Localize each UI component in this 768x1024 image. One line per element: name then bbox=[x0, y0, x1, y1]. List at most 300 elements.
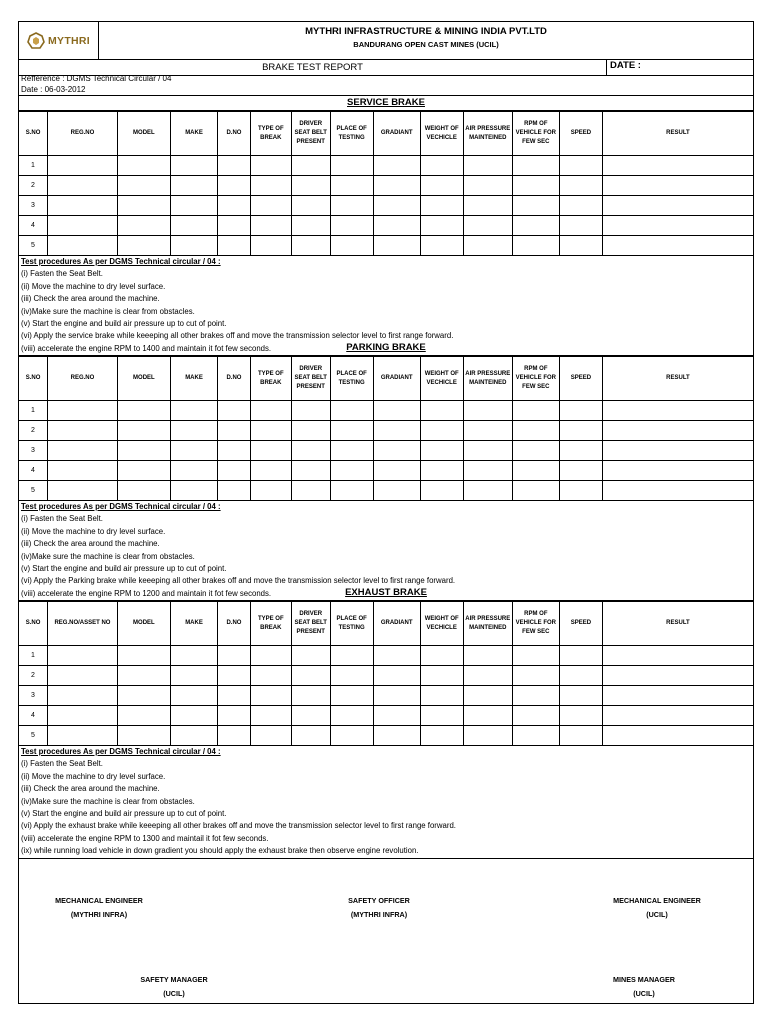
row-number: 1 bbox=[19, 646, 48, 666]
column-header: MAKE bbox=[170, 602, 217, 646]
column-header: TYPE OF BREAK bbox=[250, 112, 291, 156]
procedure-step: (vi) Apply the exhaust brake while keeeping all other brakes off and move the transmission selector level to first range forward. bbox=[21, 821, 456, 831]
entry-cell[interactable] bbox=[330, 236, 373, 256]
signature-role: MECHANICAL ENGINEER bbox=[55, 896, 143, 905]
entry-cell[interactable] bbox=[373, 481, 420, 501]
entry-cell[interactable] bbox=[48, 176, 118, 196]
signature-org: (UCIL) bbox=[633, 989, 655, 998]
signature-mines-manager bbox=[584, 973, 704, 1001]
row-number: 3 bbox=[19, 441, 48, 461]
entry-cell[interactable] bbox=[330, 726, 373, 746]
column-header: S.NO bbox=[19, 602, 48, 646]
entry-cell[interactable] bbox=[602, 441, 753, 461]
entry-cell[interactable] bbox=[170, 481, 217, 501]
entry-cell[interactable] bbox=[420, 156, 463, 176]
service-brake-section bbox=[19, 95, 753, 356]
entry-cell[interactable] bbox=[170, 666, 217, 686]
row-number: 1 bbox=[19, 401, 48, 421]
column-header: D.NO bbox=[218, 112, 251, 156]
procedure-step: (viii) accelerate the engine RPM to 1300 and maintail it fot few seconds. bbox=[21, 833, 269, 843]
entry-cell[interactable] bbox=[250, 666, 291, 686]
table-row bbox=[19, 216, 753, 236]
entry-cell[interactable] bbox=[250, 216, 291, 236]
entry-cell[interactable] bbox=[291, 216, 330, 236]
signature-role: MINES MANAGER bbox=[613, 975, 675, 984]
entry-cell[interactable] bbox=[48, 461, 118, 481]
entry-cell[interactable] bbox=[170, 421, 217, 441]
entry-cell[interactable] bbox=[463, 156, 512, 176]
entry-cell[interactable] bbox=[218, 236, 251, 256]
column-header: D.NO bbox=[218, 357, 251, 401]
entry-cell[interactable] bbox=[218, 156, 251, 176]
entry-cell[interactable] bbox=[559, 176, 602, 196]
entry-cell[interactable] bbox=[602, 196, 753, 216]
service-brake-table bbox=[19, 111, 753, 256]
entry-cell[interactable] bbox=[250, 441, 291, 461]
entry-cell[interactable] bbox=[420, 706, 463, 726]
entry-cell[interactable] bbox=[170, 646, 217, 666]
entry-cell[interactable] bbox=[602, 461, 753, 481]
entry-cell[interactable] bbox=[373, 726, 420, 746]
entry-cell[interactable] bbox=[330, 421, 373, 441]
signature-org: (UCIL) bbox=[163, 989, 185, 998]
procedure-heading bbox=[21, 501, 753, 513]
column-header: WEIGHT OF VECHICLE bbox=[420, 112, 463, 156]
entry-cell[interactable] bbox=[117, 156, 170, 176]
entry-cell[interactable] bbox=[250, 481, 291, 501]
entry-cell[interactable] bbox=[373, 441, 420, 461]
entry-cell[interactable] bbox=[218, 196, 251, 216]
entry-cell[interactable] bbox=[48, 216, 118, 236]
entry-cell[interactable] bbox=[170, 196, 217, 216]
entry-cell[interactable] bbox=[291, 156, 330, 176]
report-title: BRAKE TEST REPORT bbox=[19, 60, 607, 75]
procedure-step: (v) Start the engine and build air pressure up to cut of point. bbox=[21, 319, 227, 329]
entry-cell[interactable] bbox=[559, 156, 602, 176]
column-header: WEIGHT OF VECHICLE bbox=[420, 602, 463, 646]
entry-cell[interactable] bbox=[218, 441, 251, 461]
column-header: MODEL bbox=[117, 602, 170, 646]
entry-cell[interactable] bbox=[291, 481, 330, 501]
entry-cell[interactable] bbox=[218, 461, 251, 481]
column-header: SPEED bbox=[559, 112, 602, 156]
entry-cell[interactable] bbox=[602, 156, 753, 176]
entry-cell[interactable] bbox=[117, 666, 170, 686]
entry-cell[interactable] bbox=[48, 441, 118, 461]
entry-cell[interactable] bbox=[602, 706, 753, 726]
entry-cell[interactable] bbox=[602, 421, 753, 441]
entry-cell[interactable] bbox=[512, 196, 559, 216]
entry-cell[interactable] bbox=[512, 421, 559, 441]
row-number: 3 bbox=[19, 196, 48, 216]
entry-cell[interactable] bbox=[420, 481, 463, 501]
entry-cell[interactable] bbox=[170, 216, 217, 236]
entry-cell[interactable] bbox=[117, 706, 170, 726]
column-header: RESULT bbox=[602, 112, 753, 156]
entry-cell[interactable] bbox=[218, 176, 251, 196]
table-row bbox=[19, 441, 753, 461]
column-header: PLACE OF TESTING bbox=[330, 602, 373, 646]
entry-cell[interactable] bbox=[463, 216, 512, 236]
procedure-heading bbox=[21, 256, 753, 268]
entry-cell[interactable] bbox=[559, 236, 602, 256]
entry-cell[interactable] bbox=[117, 461, 170, 481]
procedure-step: (viii) accelerate the engine RPM to 1200 and maintain it fot few seconds. bbox=[21, 588, 272, 598]
entry-cell[interactable] bbox=[463, 686, 512, 706]
entry-cell[interactable] bbox=[512, 401, 559, 421]
entry-cell[interactable] bbox=[512, 216, 559, 236]
entry-cell[interactable] bbox=[420, 421, 463, 441]
entry-cell[interactable] bbox=[420, 401, 463, 421]
signature-safety-manager bbox=[114, 973, 234, 1001]
entry-cell[interactable] bbox=[117, 216, 170, 236]
entry-cell[interactable] bbox=[117, 196, 170, 216]
entry-cell[interactable] bbox=[420, 726, 463, 746]
row-number: 4 bbox=[19, 461, 48, 481]
row-number: 4 bbox=[19, 216, 48, 236]
column-header: S.NO bbox=[19, 112, 48, 156]
column-header: DRIVER SEAT BELT PRESENT bbox=[291, 357, 330, 401]
entry-cell[interactable] bbox=[218, 421, 251, 441]
entry-cell[interactable] bbox=[602, 646, 753, 666]
entry-cell[interactable] bbox=[420, 686, 463, 706]
company-block bbox=[99, 22, 753, 59]
entry-cell[interactable] bbox=[463, 461, 512, 481]
column-header: D.NO bbox=[218, 602, 251, 646]
column-header: REG.NO/ASSET NO bbox=[48, 602, 118, 646]
column-header: RESULT bbox=[602, 357, 753, 401]
entry-cell[interactable] bbox=[330, 196, 373, 216]
row-number: 1 bbox=[19, 156, 48, 176]
entry-cell[interactable] bbox=[512, 461, 559, 481]
entry-cell[interactable] bbox=[250, 726, 291, 746]
entry-cell[interactable] bbox=[373, 176, 420, 196]
entry-cell[interactable] bbox=[373, 666, 420, 686]
entry-cell[interactable] bbox=[330, 461, 373, 481]
entry-cell[interactable] bbox=[559, 401, 602, 421]
entry-cell[interactable] bbox=[512, 646, 559, 666]
procedure-heading-text: Test procedures As per DGMS Technical circular / 04 : bbox=[21, 747, 221, 756]
entry-cell[interactable] bbox=[291, 236, 330, 256]
procedure-step: (iii) Check the area around the machine. bbox=[21, 294, 160, 304]
procedure-step: (iv)Make sure the machine is clear from obstacles. bbox=[21, 551, 195, 561]
procedure-step: (ix) while running load vehicle in down gradient you should apply the exhaust brake then observe engine revolution. bbox=[21, 846, 419, 856]
section-title: SERVICE BRAKE bbox=[19, 95, 753, 111]
entry-cell[interactable] bbox=[512, 441, 559, 461]
entry-cell[interactable] bbox=[602, 726, 753, 746]
entry-cell[interactable] bbox=[48, 156, 118, 176]
entry-cell[interactable] bbox=[291, 461, 330, 481]
column-header: DRIVER SEAT BELT PRESENT bbox=[291, 112, 330, 156]
entry-cell[interactable] bbox=[48, 196, 118, 216]
table-row bbox=[19, 236, 753, 256]
entry-cell[interactable] bbox=[463, 646, 512, 666]
entry-cell[interactable] bbox=[420, 461, 463, 481]
logo-box bbox=[19, 22, 99, 60]
column-header: MODEL bbox=[117, 357, 170, 401]
column-header: SPEED bbox=[559, 602, 602, 646]
entry-cell[interactable] bbox=[291, 666, 330, 686]
entry-cell[interactable] bbox=[117, 176, 170, 196]
entry-cell[interactable] bbox=[170, 461, 217, 481]
date-field-label[interactable]: DATE : bbox=[610, 60, 641, 71]
report-header bbox=[19, 22, 753, 60]
procedure-step: (i) Fasten the Seat Belt. bbox=[21, 759, 103, 769]
column-header: WEIGHT OF VECHICLE bbox=[420, 357, 463, 401]
entry-cell[interactable] bbox=[512, 706, 559, 726]
entry-cell[interactable] bbox=[291, 726, 330, 746]
entry-cell[interactable] bbox=[330, 686, 373, 706]
entry-cell[interactable] bbox=[250, 706, 291, 726]
entry-cell[interactable] bbox=[420, 216, 463, 236]
column-header: AIR PRESSURE MAINTEINED bbox=[463, 112, 512, 156]
row-number: 3 bbox=[19, 686, 48, 706]
entry-cell[interactable] bbox=[559, 481, 602, 501]
signature-role: MECHANICAL ENGINEER bbox=[613, 896, 701, 905]
column-header: GRADIANT bbox=[373, 357, 420, 401]
entry-cell[interactable] bbox=[420, 666, 463, 686]
parking-brake-table bbox=[19, 356, 753, 501]
entry-cell[interactable] bbox=[373, 236, 420, 256]
entry-cell[interactable] bbox=[373, 401, 420, 421]
table-row bbox=[19, 726, 753, 746]
entry-cell[interactable] bbox=[291, 441, 330, 461]
entry-cell[interactable] bbox=[559, 686, 602, 706]
entry-cell[interactable] bbox=[250, 686, 291, 706]
column-header: DRIVER SEAT BELT PRESENT bbox=[291, 602, 330, 646]
logo-text: MYTHRI bbox=[47, 35, 91, 47]
entry-cell[interactable] bbox=[512, 726, 559, 746]
column-header: PLACE OF TESTING bbox=[330, 357, 373, 401]
entry-cell[interactable] bbox=[170, 686, 217, 706]
entry-cell[interactable] bbox=[117, 686, 170, 706]
entry-cell[interactable] bbox=[330, 646, 373, 666]
column-header: SPEED bbox=[559, 357, 602, 401]
entry-cell[interactable] bbox=[559, 216, 602, 236]
entry-cell[interactable] bbox=[117, 401, 170, 421]
row-number: 2 bbox=[19, 421, 48, 441]
column-header: PLACE OF TESTING bbox=[330, 112, 373, 156]
entry-cell[interactable] bbox=[218, 646, 251, 666]
entry-cell[interactable] bbox=[250, 401, 291, 421]
entry-cell[interactable] bbox=[330, 401, 373, 421]
entry-cell[interactable] bbox=[559, 706, 602, 726]
entry-cell[interactable] bbox=[602, 481, 753, 501]
entry-cell[interactable] bbox=[463, 196, 512, 216]
entry-cell[interactable] bbox=[463, 421, 512, 441]
entry-cell[interactable] bbox=[48, 646, 118, 666]
procedure-step: (iv)Make sure the machine is clear from obstacles. bbox=[21, 306, 195, 316]
entry-cell[interactable] bbox=[463, 236, 512, 256]
entry-cell[interactable] bbox=[373, 706, 420, 726]
entry-cell[interactable] bbox=[250, 236, 291, 256]
table-row bbox=[19, 706, 753, 726]
entry-cell[interactable] bbox=[373, 196, 420, 216]
procedure-step: (vi) Apply the service brake while keeeping all other brakes off and move the transmission selector level to first range forward. bbox=[21, 331, 454, 341]
entry-cell[interactable] bbox=[463, 726, 512, 746]
entry-cell[interactable] bbox=[218, 401, 251, 421]
entry-cell[interactable] bbox=[291, 196, 330, 216]
entry-cell[interactable] bbox=[463, 706, 512, 726]
entry-cell[interactable] bbox=[602, 216, 753, 236]
entry-cell[interactable] bbox=[218, 686, 251, 706]
column-header: MODEL bbox=[117, 112, 170, 156]
entry-cell[interactable] bbox=[373, 421, 420, 441]
entry-cell[interactable] bbox=[218, 216, 251, 236]
table-row bbox=[19, 481, 753, 501]
entry-cell[interactable] bbox=[48, 421, 118, 441]
table-row bbox=[19, 421, 753, 441]
site-name: BANDURANG OPEN CAST MINES (UCIL) bbox=[353, 40, 499, 49]
signature-org: (MYTHRI INFRA) bbox=[70, 910, 128, 919]
entry-cell[interactable] bbox=[48, 401, 118, 421]
entry-cell[interactable] bbox=[373, 646, 420, 666]
entry-cell[interactable] bbox=[373, 156, 420, 176]
entry-cell[interactable] bbox=[48, 666, 118, 686]
entry-cell[interactable] bbox=[291, 646, 330, 666]
entry-cell[interactable] bbox=[170, 441, 217, 461]
entry-cell[interactable] bbox=[170, 176, 217, 196]
procedure-heading bbox=[21, 746, 753, 758]
entry-cell[interactable] bbox=[250, 421, 291, 441]
entry-cell[interactable] bbox=[512, 236, 559, 256]
table-row bbox=[19, 461, 753, 481]
entry-cell[interactable] bbox=[170, 706, 217, 726]
entry-cell[interactable] bbox=[463, 481, 512, 501]
entry-cell[interactable] bbox=[512, 686, 559, 706]
entry-cell[interactable] bbox=[330, 481, 373, 501]
entry-cell[interactable] bbox=[170, 726, 217, 746]
entry-cell[interactable] bbox=[218, 666, 251, 686]
entry-cell[interactable] bbox=[250, 176, 291, 196]
procedure-step: (iv)Make sure the machine is clear from obstacles. bbox=[21, 796, 195, 806]
table-header-row bbox=[19, 602, 753, 646]
entry-cell[interactable] bbox=[420, 646, 463, 666]
column-header: TYPE OF BREAK bbox=[250, 357, 291, 401]
row-number: 5 bbox=[19, 726, 48, 746]
signature-role: SAFETY OFFICER bbox=[348, 896, 410, 905]
column-header: S.NO bbox=[19, 357, 48, 401]
entry-cell[interactable] bbox=[330, 176, 373, 196]
entry-cell[interactable] bbox=[559, 421, 602, 441]
entry-cell[interactable] bbox=[170, 236, 217, 256]
entry-cell[interactable] bbox=[373, 216, 420, 236]
entry-cell[interactable] bbox=[420, 176, 463, 196]
signature-mech-ucil bbox=[597, 894, 717, 922]
entry-cell[interactable] bbox=[48, 706, 118, 726]
entry-cell[interactable] bbox=[117, 726, 170, 746]
column-header: RESULT bbox=[602, 602, 753, 646]
column-header: AIR PRESSURE MAINTEINED bbox=[463, 602, 512, 646]
entry-cell[interactable] bbox=[559, 196, 602, 216]
entry-cell[interactable] bbox=[117, 441, 170, 461]
table-row bbox=[19, 196, 753, 216]
entry-cell[interactable] bbox=[330, 156, 373, 176]
entry-cell[interactable] bbox=[602, 236, 753, 256]
table-row bbox=[19, 401, 753, 421]
entry-cell[interactable] bbox=[170, 401, 217, 421]
entry-cell[interactable] bbox=[602, 401, 753, 421]
entry-cell[interactable] bbox=[602, 176, 753, 196]
entry-cell[interactable] bbox=[117, 421, 170, 441]
section-title: EXHAUST BRAKE bbox=[19, 585, 753, 601]
entry-cell[interactable] bbox=[559, 726, 602, 746]
entry-cell[interactable] bbox=[559, 646, 602, 666]
entry-cell[interactable] bbox=[373, 686, 420, 706]
entry-cell[interactable] bbox=[559, 666, 602, 686]
signature-org: (MYTHRI INFRA) bbox=[350, 910, 408, 919]
entry-cell[interactable] bbox=[463, 441, 512, 461]
entry-cell[interactable] bbox=[420, 441, 463, 461]
entry-cell[interactable] bbox=[291, 176, 330, 196]
entry-cell[interactable] bbox=[218, 726, 251, 746]
entry-cell[interactable] bbox=[48, 686, 118, 706]
procedure-heading-text: Test procedures As per DGMS Technical circular / 04 : bbox=[21, 502, 221, 511]
procedure-step: (v) Start the engine and build air pressure up to cut of point. bbox=[21, 809, 227, 819]
entry-cell[interactable] bbox=[48, 236, 118, 256]
entry-cell[interactable] bbox=[330, 706, 373, 726]
column-header: RPM OF VEHICLE FOR FEW SEC bbox=[512, 112, 559, 156]
entry-cell[interactable] bbox=[330, 216, 373, 236]
column-header: GRADIANT bbox=[373, 602, 420, 646]
entry-cell[interactable] bbox=[218, 481, 251, 501]
entry-cell[interactable] bbox=[250, 196, 291, 216]
entry-cell[interactable] bbox=[512, 666, 559, 686]
table-header-row bbox=[19, 357, 753, 401]
entry-cell[interactable] bbox=[117, 481, 170, 501]
entry-cell[interactable] bbox=[330, 666, 373, 686]
entry-cell[interactable] bbox=[420, 196, 463, 216]
entry-cell[interactable] bbox=[330, 441, 373, 461]
entry-cell[interactable] bbox=[250, 156, 291, 176]
column-header: REG.NO bbox=[48, 357, 118, 401]
procedure-step: (ii) Move the machine to dry level surface. bbox=[21, 526, 166, 536]
entry-cell[interactable] bbox=[291, 706, 330, 726]
procedure-step: (ii) Move the machine to dry level surface. bbox=[21, 771, 166, 781]
table-row bbox=[19, 686, 753, 706]
entry-cell[interactable] bbox=[602, 666, 753, 686]
entry-cell[interactable] bbox=[250, 461, 291, 481]
entry-cell[interactable] bbox=[463, 666, 512, 686]
signature-org: (UCIL) bbox=[646, 910, 668, 919]
entry-cell[interactable] bbox=[512, 481, 559, 501]
entry-cell[interactable] bbox=[463, 401, 512, 421]
entry-cell[interactable] bbox=[602, 686, 753, 706]
entry-cell[interactable] bbox=[420, 236, 463, 256]
entry-cell[interactable] bbox=[512, 176, 559, 196]
entry-cell[interactable] bbox=[117, 236, 170, 256]
entry-cell[interactable] bbox=[218, 706, 251, 726]
entry-cell[interactable] bbox=[48, 481, 118, 501]
signature-safety-officer bbox=[319, 894, 439, 922]
procedure-step: (iii) Check the area around the machine. bbox=[21, 539, 160, 549]
entry-cell[interactable] bbox=[512, 156, 559, 176]
entry-cell[interactable] bbox=[48, 726, 118, 746]
entry-cell[interactable] bbox=[250, 646, 291, 666]
procedure-step: (ii) Move the machine to dry level surface. bbox=[21, 281, 166, 291]
entry-cell[interactable] bbox=[291, 686, 330, 706]
brake-test-report-sheet bbox=[18, 21, 754, 1004]
entry-cell[interactable] bbox=[559, 441, 602, 461]
entry-cell[interactable] bbox=[117, 646, 170, 666]
entry-cell[interactable] bbox=[559, 461, 602, 481]
table-row bbox=[19, 646, 753, 666]
entry-cell[interactable] bbox=[291, 421, 330, 441]
entry-cell[interactable] bbox=[170, 156, 217, 176]
entry-cell[interactable] bbox=[373, 461, 420, 481]
entry-cell[interactable] bbox=[291, 401, 330, 421]
entry-cell[interactable] bbox=[463, 176, 512, 196]
